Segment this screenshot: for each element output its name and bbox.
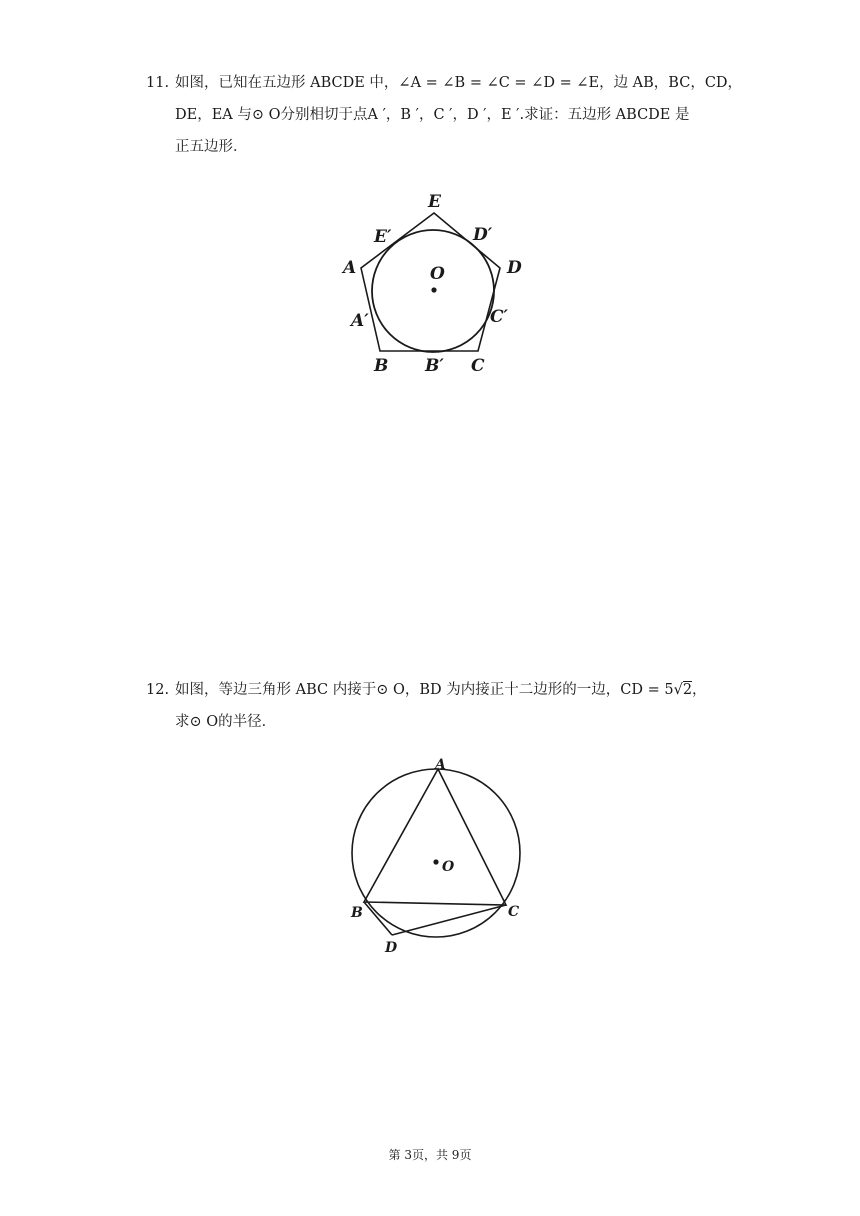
segment-DC xyxy=(392,905,506,935)
segment-BD xyxy=(364,902,392,935)
label-D: D xyxy=(385,940,398,956)
center-point-O xyxy=(431,287,436,292)
triangle-diagram xyxy=(336,752,536,962)
label-B: B xyxy=(351,905,363,921)
label-C-prime: C′ xyxy=(490,307,509,327)
label-O: O xyxy=(430,264,445,284)
label-C: C xyxy=(471,356,485,376)
problem-12-text-1: 如图，等边三角形 ABC 内接于⊙ O，BD 为内接正十二边形的一边，CD = 5 xyxy=(175,682,674,698)
pentagon-figure xyxy=(330,180,530,380)
triangle-figure xyxy=(336,752,536,962)
problem-11-line-3: 正五边形． xyxy=(175,139,248,155)
circumcircle-O xyxy=(352,769,520,937)
triangle-ABC xyxy=(364,769,506,905)
problem-11-line-1 xyxy=(146,67,743,99)
label-B: B xyxy=(374,356,389,376)
page-footer: 第 3页，共 9页 xyxy=(388,1148,472,1162)
problem-11-text-1: 如图，已知在五边形 ABCDE 中，∠A = ∠B = ∠C = ∠D = ∠E，边 AB，BC，CD， xyxy=(175,75,743,91)
label-E: E xyxy=(428,192,441,212)
label-A: A xyxy=(435,757,446,773)
label-D: D xyxy=(507,258,522,278)
sqrt-radicand: 2 xyxy=(682,682,693,698)
problem-12-line-1 xyxy=(146,674,726,706)
label-O: O xyxy=(442,859,455,875)
pentagon-diagram xyxy=(330,180,530,380)
label-B-prime: B′ xyxy=(425,356,444,376)
label-A: A xyxy=(343,258,357,278)
problem-12 xyxy=(146,674,726,738)
sqrt-symbol: √ xyxy=(673,682,683,698)
problem-12-number: 12. xyxy=(146,682,170,698)
label-D-prime: D′ xyxy=(473,225,493,245)
label-A-prime: A′ xyxy=(351,311,369,331)
problem-11 xyxy=(146,67,743,163)
label-E-prime: E′ xyxy=(374,227,392,247)
problem-11-line-2: DE，EA 与⊙ O分别相切于点A ′，B ′，C ′，D ′，E ′.求证：五边形 ABCDE 是 xyxy=(175,107,690,123)
problem-12-line-2: 求⊙ O的半径． xyxy=(175,714,277,730)
problem-11-number: 11. xyxy=(146,75,170,91)
label-C: C xyxy=(508,904,520,920)
problem-12-text-1-end: ， xyxy=(692,682,707,698)
center-point-O xyxy=(433,859,438,864)
